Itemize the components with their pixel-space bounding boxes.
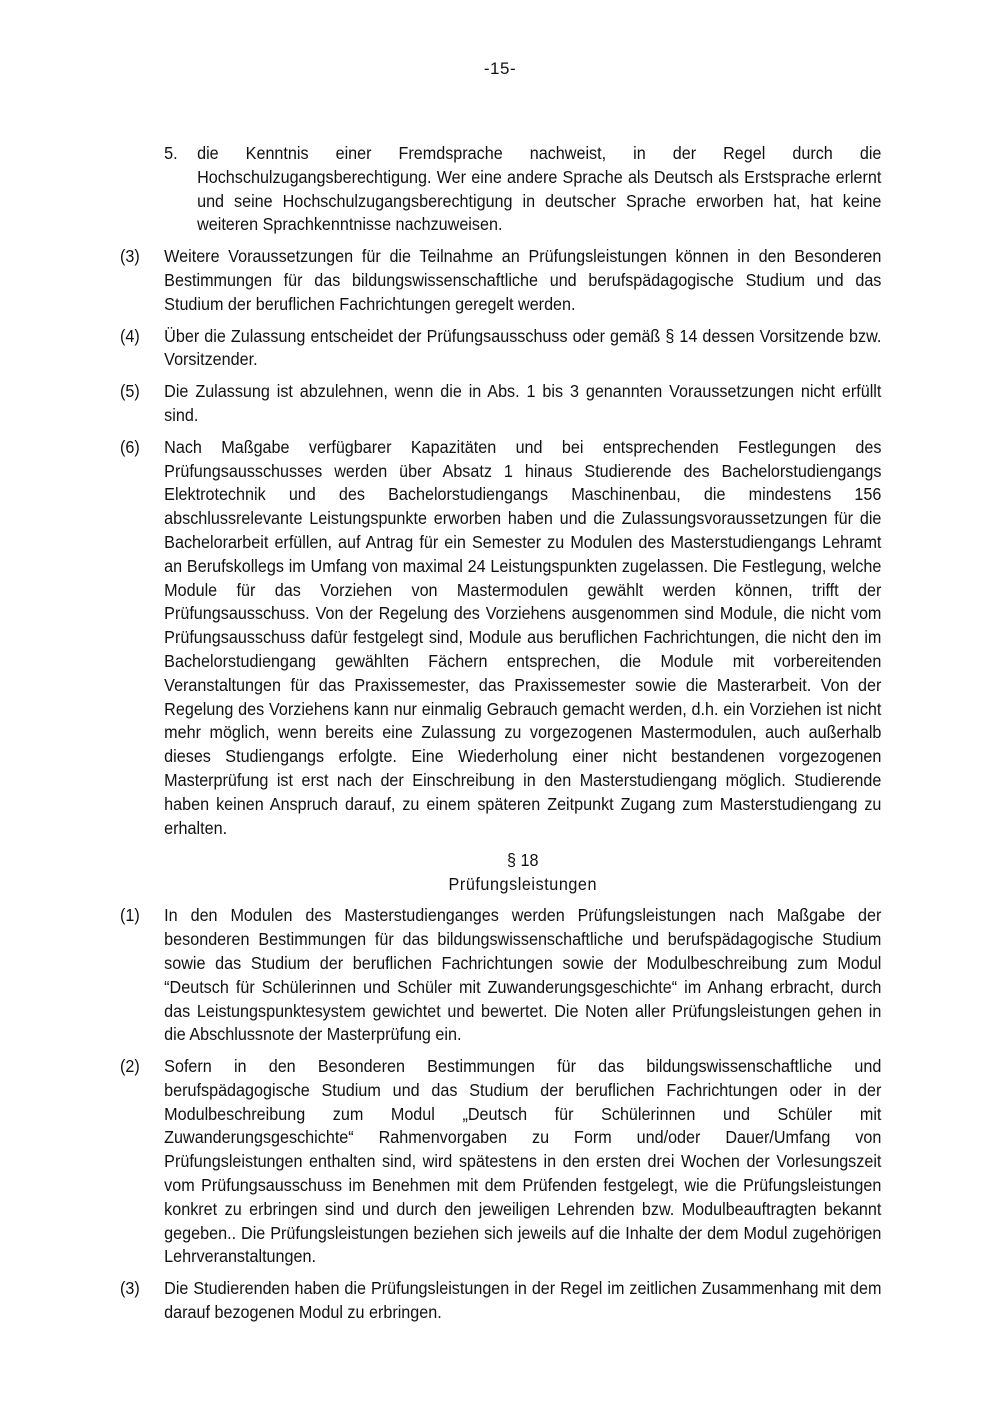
paragraph-text: In den Modulen des Masterstudienganges werden Prüfungsleistungen nach Maßgabe der besonderen Bestimmungen für das bildungswissenschaftliche und berufspädagogische Studium sowie das Studium der beruflichen Fachrichtungen sowie der Modulbeschreibung zum Modul “Deutsch für Schülerinnen und Schüler mit Zuwanderungsgeschichte“ im Anhang erbracht, durch das Leistungspunktesystem gewichtet und bewertet. Die Noten aller Prüfungsleistungen gehen in die Abschlussnote der Masterprüfung ein. — [164, 905, 882, 1045]
s18-paragraph-1 — [120, 904, 881, 1047]
paragraph-number: (6) — [120, 436, 140, 457]
paragraph-text: Nach Maßgabe verfügbarer Kapazitäten und bei entsprechenden Festlegungen des Prüfungsausschusses werden über Absatz 1 hinaus Studierende des Bachelorstudiengangs Elektrotechnik und des Bachelorstudiengangs Maschinenbau, die mindestens 156 abschlussrelevante Leistungspunkte erworben haben und die Zulassungsvoraussetzungen für die Bachelorarbeit erfüllen, auf Antrag für ein Semester zu Modulen des Masterstudiengangs Lehramt an Berufskollegs im Umfang von maximal 24 Leistungspunkten zugelassen. Die Festlegung, welche Module für das Vorziehen von Mastermodulen gewählt werden können, trifft der Prüfungsausschuss. Von der Regelung des Vorziehens ausgenommen sind Module, die nicht vom Prüfungsausschuss dafür festgelegt sind, Module aus beruflichen Fachrichtungen, die nicht den im Bachelorstudiengang gewählten Fächern entsprechen, die Module mit vorbereitenden Veranstaltungen für das Praxissemester, das Praxissemester sowie die Masterarbeit. Von der Regelung des Vorziehens kann nur einmalig Gebrauch gemacht werden, d.h. ein Vorziehen ist nicht mehr möglich, wenn bereits eine Zulassung zu vorgezogenen Mastermodulen, auch außerhalb dieses Studiengangs erfolgte. Eine Wiederholung einer nicht bestandenen vorgezogenen Masterprüfung ist erst nach der Einschreibung in den Masterstudiengang möglich. Studierende haben keinen Anspruch darauf, zu einem späteren Zeitpunkt Zugang zum Masterstudiengang zu erhalten. — [164, 436, 882, 838]
section-title: Prüfungsleistungen — [448, 874, 598, 895]
paragraph-4 — [120, 325, 881, 373]
paragraph-text: Die Zulassung ist abzulehnen, wenn die in Abs. 1 bis 3 genannten Voraussetzungen nicht erfüllt sind. — [164, 381, 882, 425]
paragraph-3 — [120, 245, 881, 316]
paragraph-number: (2) — [120, 1056, 140, 1077]
list-item-number: 5. — [164, 143, 178, 163]
s18-paragraph-2 — [120, 1055, 881, 1269]
paragraph-text: Die Studierenden haben die Prüfungsleistungen in der Regel im zeitlichen Zusammenhang mit dem darauf bezogenen Modul zu erbringen. — [164, 1278, 882, 1323]
paragraph-number: (5) — [120, 381, 140, 402]
section-heading — [164, 848, 881, 896]
paragraph-number: (3) — [120, 246, 140, 267]
paragraph-number: (4) — [120, 325, 140, 346]
paragraph-text: Über die Zulassung entscheidet der Prüfungsausschuss oder gemäß § 14 dessen Vorsitzende bzw. Vorsitzender. — [164, 325, 882, 370]
paragraph-text: Weitere Voraussetzungen für die Teilnahme an Prüfungsleistungen können in den Besonderen Bestimmungen für das bildungswissenschaftliche und berufspädagogische Studium und das Studium der beruflichen Fachrichtungen geregelt werden. — [164, 246, 882, 314]
s18-paragraph-3 — [120, 1277, 881, 1325]
paragraph-6 — [120, 436, 881, 841]
paragraph-5 — [120, 380, 881, 428]
paragraph-number: (3) — [120, 1278, 140, 1299]
list-item-text: die Kenntnis einer Fremdsprache nachweist, in der Regel durch die Hochschulzugangsberechtigung. Wer eine andere Sprache als Deutsch als Erstsprache erlernt und seine Hochschulzugangsberechtigung in deutscher Sprache erworben hat, hat keine weiteren Sprachkenntnisse nachzuweisen. — [197, 143, 882, 235]
section-number: § 18 — [507, 850, 539, 871]
document-body — [120, 142, 881, 1333]
list-item-5 — [164, 142, 881, 237]
paragraph-number: (1) — [120, 905, 140, 926]
page-number: -15- — [483, 59, 517, 78]
paragraph-text: Sofern in den Besonderen Bestimmungen für das bildungswissenschaftliche und berufspädagogische Studium und das Studium der beruflichen Fachrichtungen oder in der Modulbeschreibung zum Modul „Deutsch für Schülerinnen und Schüler mit Zuwanderungsgeschichte“ Rahmenvorgaben zu Form und/oder Dauer/Umfang von Prüfungsleistungen enthalten sind, wird spätestens in den ersten drei Wochen der Vorlesungszeit vom Prüfungsausschuss im Benehmen mit dem Prüfenden festgelegt, wie die Prüfungsleistungen konkret zu erbringen sind und durch den jeweiligen Lehrenden bzw. Modulbeauftragten bekannt gegeben.. Die Prüfungsleistungen beziehen sich jeweils auf die Inhalte der dem Modul zugehörigen Lehrveranstaltungen. — [164, 1056, 882, 1267]
